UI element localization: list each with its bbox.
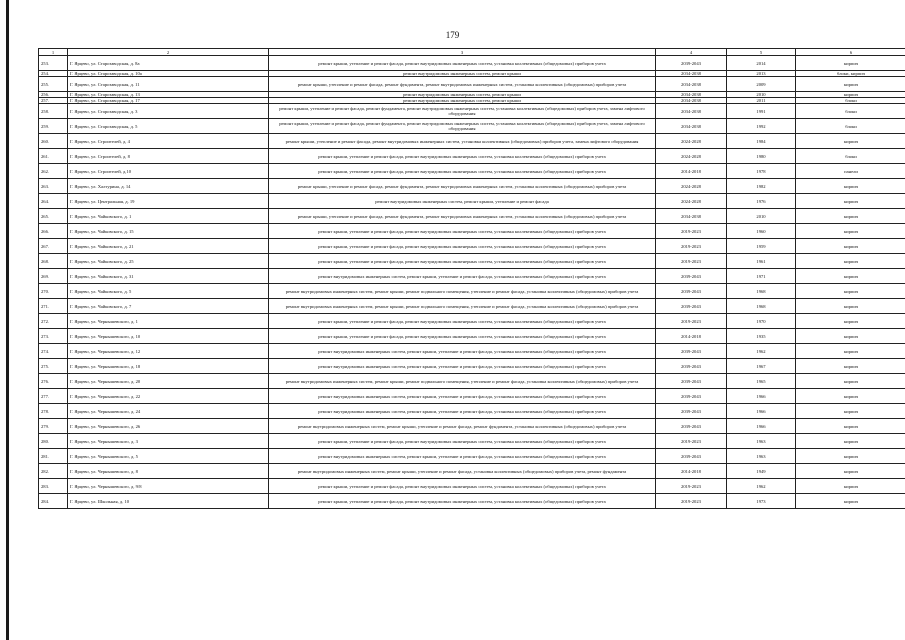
row-wall-material: кирпич xyxy=(796,179,905,194)
row-period: 2014-2018 xyxy=(656,464,727,479)
row-year-built: 1968 xyxy=(727,299,796,314)
row-works: ремонт внутридомовых инженерных систем, ремонт крыши, утепление и ремонт фасада, установка коллективных (общедомовых) приборов учета, ремонт фундамента xyxy=(269,464,656,479)
row-number: 277. xyxy=(39,389,68,404)
row-period: 2024-2028 xyxy=(656,179,727,194)
row-wall-material: кирпич xyxy=(796,479,905,494)
table-row xyxy=(39,254,905,269)
row-address: Г. Ярцево, ул. Чайковского, д. 15 xyxy=(68,224,269,239)
row-number: 270. xyxy=(39,284,68,299)
row-period: 2034-2038 xyxy=(656,104,727,119)
row-address: Г. Ярцево, ул. Чайковского, д. 1 xyxy=(68,209,269,224)
scan-edge-bar xyxy=(6,0,9,640)
row-works: ремонт крыши, утепление и ремонт фасада, ремонт внутридомовых инженерных систем, установка коллективных (общедомовых) приборов учета xyxy=(269,149,656,164)
table-row xyxy=(39,299,905,314)
table-row xyxy=(39,494,905,509)
row-period: 2034-2038 xyxy=(656,209,727,224)
row-works: ремонт крыши, утепление и ремонт фасада, ремонт фундамента, ремонт внутридомовых инженерных систем, установка коллективных (общедомовых) приборов учета xyxy=(269,77,656,92)
row-number: 273. xyxy=(39,329,68,344)
row-period: 2019-2023 xyxy=(656,494,727,509)
row-wall-material: кирпич xyxy=(796,284,905,299)
row-number: 257. xyxy=(39,98,68,104)
row-address: Г. Ярцево, ул. Строителей, д. 8 xyxy=(68,149,269,164)
row-works: ремонт крыши, утепление и ремонт фасада, ремонт фундамента, ремонт внутридомовых инженерных систем, установка коллективных (общедомовых) приборов учета xyxy=(269,209,656,224)
row-address: Г. Ярцево, ул. Чернышевского, д. 18 xyxy=(68,359,269,374)
row-year-built: 1970 xyxy=(727,314,796,329)
row-period: 2039-2043 xyxy=(656,284,727,299)
row-number: 256. xyxy=(39,92,68,98)
row-wall-material: кирпич xyxy=(796,92,905,98)
table-row xyxy=(39,359,905,374)
row-period: 2019-2023 xyxy=(656,479,727,494)
row-wall-material: кирпич xyxy=(796,299,905,314)
row-number: 282. xyxy=(39,464,68,479)
row-wall-material: кирпич xyxy=(796,314,905,329)
row-number: 258. xyxy=(39,104,68,119)
row-number: 275. xyxy=(39,359,68,374)
table-row xyxy=(39,104,905,119)
row-works: ремонт крыши, утепление и ремонт фасада, ремонт фундамента, ремонт внутридомовых инженерных систем, установка коллективных (общедомовых) приборов учета xyxy=(269,179,656,194)
table-row xyxy=(39,224,905,239)
header-col-4: 4 xyxy=(656,49,727,56)
row-number: 254. xyxy=(39,71,68,77)
row-year-built: 1963 xyxy=(727,434,796,449)
row-year-built: 1967 xyxy=(727,359,796,374)
row-works: ремонт внутридомовых инженерных систем, ремонт крыши, утепление и ремонт фасада, установка коллективных (общедомовых) приборов учета xyxy=(269,404,656,419)
row-address: Г. Ярцево, ул. Чайковского, д. 31 xyxy=(68,269,269,284)
row-address: Г. Ярцево, ул. Школьная, д. 10 xyxy=(68,494,269,509)
row-year-built: 1959 xyxy=(727,239,796,254)
row-works: ремонт крыши, утепление и ремонт фасада, ремонт внутридомовых инженерных систем, установка коллективных (общедомовых) приборов учета xyxy=(269,314,656,329)
row-period: 2039-2043 xyxy=(656,404,727,419)
table-row xyxy=(39,344,905,359)
table-row xyxy=(39,149,905,164)
row-address: Г. Ярцево, ул. Старозаводская, д. 13 xyxy=(68,92,269,98)
row-works: ремонт внутридомовых инженерных систем, ремонт крыши, утепление и ремонт фасада, ремонт фундамента, установка коллективных (общедомовых) приборов учета xyxy=(269,419,656,434)
row-works: ремонт крыши, утепление и ремонт фасада, ремонт внутридомовых инженерных систем, установка коллективных (общедомовых) приборов учета xyxy=(269,239,656,254)
row-year-built: 1984 xyxy=(727,134,796,149)
row-year-built: 1992 xyxy=(727,119,796,134)
row-address: Г. Ярцево, ул. Старозаводская, д. 17 xyxy=(68,98,269,104)
row-works: ремонт внутридомовых инженерных систем, ремонт крыши, ремонт подвального помещения, утепление и ремонт фасада, установка коллективных (общедомовых) приборов учета xyxy=(269,284,656,299)
row-period: 2039-2043 xyxy=(656,344,727,359)
header-col-6: 6 xyxy=(796,49,905,56)
row-address: Г. Ярцево, ул. Чайковского, д. 21 xyxy=(68,239,269,254)
row-number: 259. xyxy=(39,119,68,134)
row-wall-material: кирпич xyxy=(796,434,905,449)
row-number: 268. xyxy=(39,254,68,269)
header-col-2: 2 xyxy=(68,49,269,56)
row-address: Г. Ярцево, ул. Старозаводская, д. 8а xyxy=(68,56,269,71)
row-period: 2034-2038 xyxy=(656,71,727,77)
row-period: 2024-2028 xyxy=(656,194,727,209)
row-wall-material: блоки xyxy=(796,119,905,134)
row-year-built: 2011 xyxy=(727,98,796,104)
table-row xyxy=(39,419,905,434)
row-works: ремонт внутридомовых инженерных систем, ремонт крыши xyxy=(269,98,656,104)
table-row xyxy=(39,374,905,389)
row-year-built: 2010 xyxy=(727,209,796,224)
column-number-row xyxy=(39,49,905,56)
row-number: 264. xyxy=(39,194,68,209)
row-number: 280. xyxy=(39,434,68,449)
row-address: Г. Ярцево, ул. Старозаводская, д. 10а xyxy=(68,71,269,77)
row-number: 263. xyxy=(39,179,68,194)
row-address: Г. Ярцево, ул. Центральная, д. 19 xyxy=(68,194,269,209)
row-wall-material: кирпич xyxy=(796,77,905,92)
row-address: Г. Ярцево, ул. Старозаводская, д. 11 xyxy=(68,77,269,92)
row-works: ремонт внутридомовых инженерных систем, ремонт крыши, ремонт подвального помещения, утепление и ремонт фасада, установка коллективных (общедомовых) приборов учета xyxy=(269,374,656,389)
row-number: 267. xyxy=(39,239,68,254)
row-number: 255. xyxy=(39,77,68,92)
row-address: Г. Ярцево, ул. Чернышевского, д. 1 xyxy=(68,314,269,329)
table-row xyxy=(39,77,905,92)
table-row xyxy=(39,389,905,404)
row-year-built: 2013 xyxy=(727,71,796,77)
row-period: 2019-2023 xyxy=(656,434,727,449)
row-number: 266. xyxy=(39,224,68,239)
row-works: ремонт внутридомовых инженерных систем, ремонт крыши xyxy=(269,92,656,98)
row-address: Г. Ярцево, ул. Чайковского, д. 25 xyxy=(68,254,269,269)
table-row xyxy=(39,269,905,284)
row-year-built: 1960 xyxy=(727,224,796,239)
row-period: 2034-2038 xyxy=(656,98,727,104)
row-period: 2019-2023 xyxy=(656,314,727,329)
row-works: ремонт внутридомовых инженерных систем, ремонт крыши, утепление и ремонт фасада, установка коллективных (общедомовых) приборов учета xyxy=(269,344,656,359)
row-wall-material: кирпич xyxy=(796,269,905,284)
row-address: Г. Ярцево, ул. Чернышевского, д. 22 xyxy=(68,389,269,404)
row-year-built: 2014 xyxy=(727,56,796,71)
row-wall-material: кирпич xyxy=(796,389,905,404)
row-address: Г. Ярцево, ул. Чернышевского, д. 10 xyxy=(68,329,269,344)
row-year-built: 1935 xyxy=(727,329,796,344)
row-address: Г. Ярцево, ул. Чернышевского, д. 8 xyxy=(68,464,269,479)
row-wall-material: блоки, кирпич xyxy=(796,71,905,77)
row-wall-material: кирпич xyxy=(796,329,905,344)
row-works: ремонт крыши, утепление и ремонт фасада, ремонт внутридомовых инженерных систем, установка коллективных (общедомовых) приборов учета xyxy=(269,329,656,344)
row-address: Г. Ярцево, ул. Чернышевского, д. 20 xyxy=(68,374,269,389)
row-wall-material: кирпич xyxy=(796,254,905,269)
row-period: 2019-2023 xyxy=(656,239,727,254)
row-wall-material: блоки xyxy=(796,98,905,104)
row-works: ремонт внутридомовых инженерных систем, ремонт крыши, утепление и ремонт фасада, установка коллективных (общедомовых) приборов учета xyxy=(269,449,656,464)
row-period: 2034-2038 xyxy=(656,77,727,92)
row-number: 262. xyxy=(39,164,68,179)
row-works: ремонт внутридомовых инженерных систем, ремонт крыши xyxy=(269,71,656,77)
row-year-built: 1973 xyxy=(727,494,796,509)
row-address: Г. Ярцево, ул. Строителей, д. 4 xyxy=(68,134,269,149)
row-year-built: 1971 xyxy=(727,269,796,284)
row-works: ремонт внутридомовых инженерных систем, ремонт крыши, утепление и ремонт фасада, установка коллективных (общедомовых) приборов учета xyxy=(269,359,656,374)
row-number: 281. xyxy=(39,449,68,464)
row-works: ремонт внутридомовых инженерных систем, ремонт крыши, ремонт подвального помещения, утепление и ремонт фасада, установка коллективных (общедомовых) приборов учета xyxy=(269,299,656,314)
row-period: 2039-2043 xyxy=(656,359,727,374)
row-year-built: 1978 xyxy=(727,164,796,179)
row-works: ремонт крыши, утепление и ремонт фасада, ремонт внутридомовых инженерных систем, установка коллективных (общедомовых) приборов учета xyxy=(269,254,656,269)
row-address: Г. Ярцево, ул. Чайковского, д. 5 xyxy=(68,284,269,299)
row-wall-material: кирпич xyxy=(796,344,905,359)
row-period: 2014-2018 xyxy=(656,164,727,179)
table-body xyxy=(39,56,905,509)
table-row xyxy=(39,404,905,419)
row-period: 2039-2043 xyxy=(656,299,727,314)
row-wall-material: кирпич xyxy=(796,419,905,434)
row-address: Г. Ярцево, ул. Строителей, д.10 xyxy=(68,164,269,179)
row-address: Г. Ярцево, ул. Старозаводская, д. 3 xyxy=(68,104,269,119)
row-number: 260. xyxy=(39,134,68,149)
table-row xyxy=(39,134,905,149)
row-works: ремонт крыши, утепление и ремонт фасада, ремонт внутридомовых инженерных систем, установка коллективных (общедомовых) приборов учета xyxy=(269,164,656,179)
row-number: 253. xyxy=(39,56,68,71)
row-wall-material: кирпич xyxy=(796,404,905,419)
table-row xyxy=(39,194,905,209)
row-period: 2039-2043 xyxy=(656,56,727,71)
row-year-built: 1966 xyxy=(727,419,796,434)
row-year-built: 1962 xyxy=(727,344,796,359)
row-works: ремонт крыши, утепление и ремонт фасада, ремонт фундамента, ремонт внутридомовых инженерных систем, установка коллективных (общедомовых) приборов учета, замена лифтового оборудования xyxy=(269,119,656,134)
row-wall-material: кирпич xyxy=(796,194,905,209)
row-wall-material: кирпич xyxy=(796,239,905,254)
row-wall-material: панели xyxy=(796,164,905,179)
row-wall-material: кирпич xyxy=(796,134,905,149)
row-wall-material: кирпич xyxy=(796,209,905,224)
row-address: Г. Ярцево, ул. Чернышевского, д. 12 xyxy=(68,344,269,359)
row-number: 261. xyxy=(39,149,68,164)
row-works: ремонт крыши, утепление и ремонт фасада, ремонт фундамента, ремонт внутридомовых инженерных систем, установка коллективных (общедомовых) приборов учета, замена лифтового оборудования xyxy=(269,104,656,119)
row-year-built: 1949 xyxy=(727,464,796,479)
row-address: Г. Ярцево, ул. Чернышевского, д. 5 xyxy=(68,449,269,464)
row-wall-material: кирпич xyxy=(796,449,905,464)
table-row xyxy=(39,449,905,464)
header-col-3: 3 xyxy=(269,49,656,56)
row-wall-material: кирпич xyxy=(796,56,905,71)
row-works: ремонт крыши, утепление и ремонт фасада, ремонт внутридомовых инженерных систем, установка коллективных (общедомовых) приборов учета xyxy=(269,494,656,509)
row-wall-material: блоки xyxy=(796,149,905,164)
row-works: ремонт крыши, утепление и ремонт фасада, ремонт внутридомовых инженерных систем, установка коллективных (общедомовых) приборов учета xyxy=(269,479,656,494)
row-year-built: 2010 xyxy=(727,92,796,98)
row-period: 2024-2028 xyxy=(656,134,727,149)
page-number: 179 xyxy=(445,30,460,40)
table-row xyxy=(39,284,905,299)
row-wall-material: кирпич xyxy=(796,374,905,389)
row-number: 272. xyxy=(39,314,68,329)
row-period: 2034-2038 xyxy=(656,92,727,98)
row-address: Г. Ярцево, ул. Чернышевского, д. 3 xyxy=(68,434,269,449)
row-wall-material: кирпич xyxy=(796,224,905,239)
row-works: ремонт крыши, утепление и ремонт фасада, ремонт внутридомовых инженерных систем, установка коллективных (общедомовых) приборов учета, замена лифтового оборудования xyxy=(269,134,656,149)
row-year-built: 1982 xyxy=(727,179,796,194)
row-year-built: 1968 xyxy=(727,284,796,299)
row-address: Г. Ярцево, ул. Халтурина, д. 14 xyxy=(68,179,269,194)
row-year-built: 1976 xyxy=(727,194,796,209)
row-address: Г. Ярцево, ул. Чернышевского, д. 26 xyxy=(68,419,269,434)
row-number: 284. xyxy=(39,494,68,509)
row-number: 279. xyxy=(39,419,68,434)
row-works: ремонт внутридомовых инженерных систем, ремонт крыши, утепление и ремонт фасада xyxy=(269,194,656,209)
row-number: 276. xyxy=(39,374,68,389)
row-wall-material: кирпич xyxy=(796,359,905,374)
row-works: ремонт крыши, утепление и ремонт фасада, ремонт внутридомовых инженерных систем, установка коллективных (общедомовых) приборов учета xyxy=(269,434,656,449)
row-year-built: 1966 xyxy=(727,404,796,419)
row-year-built: 1980 xyxy=(727,149,796,164)
row-number: 271. xyxy=(39,299,68,314)
row-number: 283. xyxy=(39,479,68,494)
table-row xyxy=(39,164,905,179)
row-address: Г. Ярцево, ул. Чайковского, д. 7 xyxy=(68,299,269,314)
row-address: Г. Ярцево, ул. Чернышевского, д. 24 xyxy=(68,404,269,419)
table-row xyxy=(39,464,905,479)
row-period: 2014-2018 xyxy=(656,329,727,344)
row-works: ремонт внутридомовых инженерных систем, ремонт крыши, утепление и ремонт фасада, установка коллективных (общедомовых) приборов учета xyxy=(269,389,656,404)
table-row xyxy=(39,179,905,194)
row-number: 278. xyxy=(39,404,68,419)
row-wall-material: кирпич xyxy=(796,464,905,479)
row-wall-material: кирпич xyxy=(796,494,905,509)
row-period: 2034-2038 xyxy=(656,119,727,134)
table-row xyxy=(39,119,905,134)
row-works: ремонт внутридомовых инженерных систем, ремонт крыши, утепление и ремонт фасада, установка коллективных (общедомовых) приборов учета xyxy=(269,269,656,284)
row-period: 2039-2043 xyxy=(656,419,727,434)
row-period: 2039-2043 xyxy=(656,449,727,464)
row-year-built: 1962 xyxy=(727,479,796,494)
table-row xyxy=(39,239,905,254)
header-col-5: 5 xyxy=(727,49,796,56)
row-works: ремонт крыши, утепление и ремонт фасада, ремонт внутридомовых инженерных систем, установка коллективных (общедомовых) приборов учета xyxy=(269,56,656,71)
row-wall-material: блоки xyxy=(796,104,905,119)
header-col-1: 1 xyxy=(39,49,68,56)
housing-register-table xyxy=(38,48,905,509)
row-year-built: 2009 xyxy=(727,77,796,92)
row-period: 2024-2028 xyxy=(656,149,727,164)
table-row xyxy=(39,314,905,329)
row-period: 2039-2043 xyxy=(656,269,727,284)
row-works: ремонт крыши, утепление и ремонт фасада, ремонт внутридомовых инженерных систем, установка коллективных (общедомовых) приборов учета xyxy=(269,224,656,239)
row-year-built: 1965 xyxy=(727,374,796,389)
row-year-built: 1963 xyxy=(727,449,796,464)
table-row xyxy=(39,479,905,494)
row-period: 2019-2023 xyxy=(656,224,727,239)
row-year-built: 1966 xyxy=(727,389,796,404)
row-period: 2039-2043 xyxy=(656,374,727,389)
row-number: 265. xyxy=(39,209,68,224)
row-address: Г. Ярцево, ул. Чернышевского, д. 9/8 xyxy=(68,479,269,494)
row-year-built: 1991 xyxy=(727,104,796,119)
row-year-built: 1961 xyxy=(727,254,796,269)
row-period: 2039-2043 xyxy=(656,389,727,404)
row-address: Г. Ярцево, ул. Старозаводская, д. 5 xyxy=(68,119,269,134)
table-row xyxy=(39,56,905,71)
table-row xyxy=(39,434,905,449)
row-number: 274. xyxy=(39,344,68,359)
table-row xyxy=(39,329,905,344)
row-period: 2019-2023 xyxy=(656,254,727,269)
row-number: 269. xyxy=(39,269,68,284)
table-row xyxy=(39,209,905,224)
